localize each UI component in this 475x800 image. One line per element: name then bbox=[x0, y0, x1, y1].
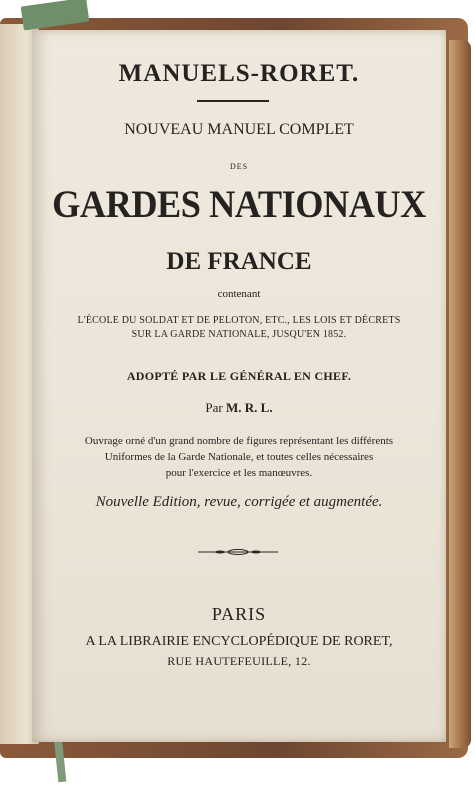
book-page-edges bbox=[449, 40, 471, 748]
main-title: GARDES NATIONAUX bbox=[52, 183, 426, 226]
contents-line-1: L'ÉCOLE DU SOLDAT ET DE PELOTON, ETC., LES LOIS ET DÉCRETS bbox=[77, 315, 401, 326]
par-label: Par bbox=[205, 400, 223, 415]
flourish-ornament bbox=[198, 548, 278, 556]
series-title: MANUELS-RORET. bbox=[118, 60, 360, 87]
des-line: DES bbox=[229, 162, 249, 171]
title-page bbox=[32, 30, 446, 742]
subtitle: DE FRANCE bbox=[166, 248, 312, 275]
author-line bbox=[32, 400, 446, 416]
publisher-address: RUE HAUTEFEUILLE, 12. bbox=[167, 654, 311, 668]
description-line-3: pour l'exercice et les manœuvres. bbox=[165, 467, 313, 479]
nouveau-manuel-line: NOUVEAU MANUEL COMPLET bbox=[124, 121, 354, 138]
publisher: A LA LIBRAIRIE ENCYCLOPÉDIQUE DE RORET, bbox=[85, 634, 393, 649]
adopted-line: ADOPTÉ PAR LE GÉNÉRAL EN CHEF. bbox=[126, 369, 352, 383]
contenant-line: contenant bbox=[217, 288, 261, 300]
edition-line: Nouvelle Edition, revue, corrigée et augmentée. bbox=[95, 494, 383, 510]
author-name: M. R. L. bbox=[226, 400, 273, 415]
contents-line-2: SUR LA GARDE NATIONALE, JUSQU'EN 1852. bbox=[131, 329, 347, 340]
description-line-1: Ouvrage orné d'un grand nombre de figures représentant les différents bbox=[84, 435, 394, 447]
title-rule bbox=[197, 100, 269, 102]
city: PARIS bbox=[211, 604, 267, 624]
description-line-2: Uniformes de la Garde Nationale, et toutes celles nécessaires bbox=[104, 451, 374, 463]
